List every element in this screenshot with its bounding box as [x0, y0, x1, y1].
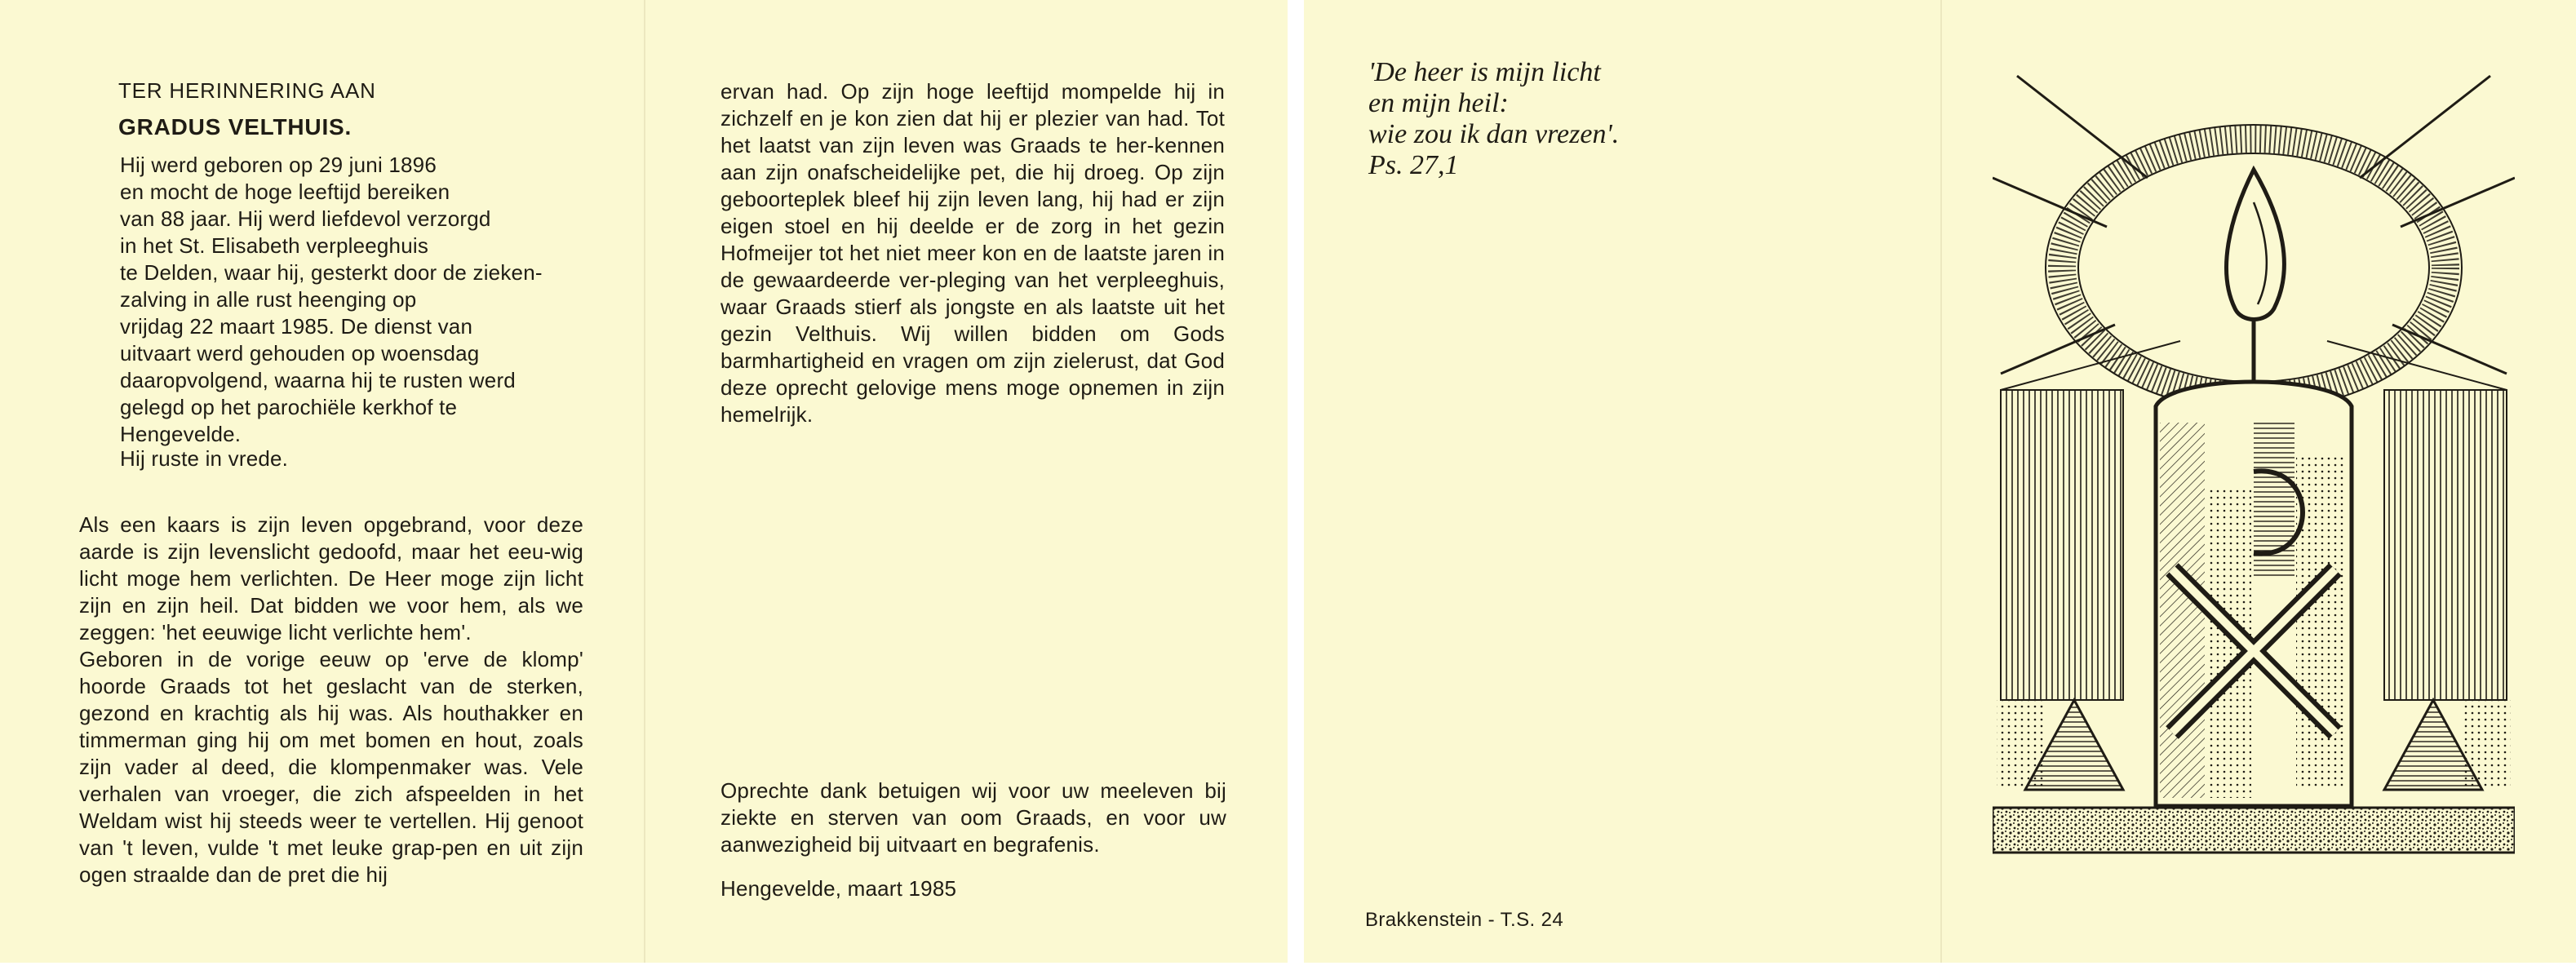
eulogy-column-2: ervan had. Op zijn hoge leeftijd mompelde hij in zichzelf en je kon zien dat hij er plezier van had. Tot het laatst van zijn leven was Graads te her-kennen aan zijn onafscheidelijke pet, die hij droeg. Op zijn geboorteplek bleef hij zijn leven lang, hij had er zijn eigen stoel en hij deelde er de zorg in het gezin Hofmeijer tot het niet meer kon en de laatste jaren in de gewaardeerde ver-pleging van het verpleeghuis, waar Graads stierf als jongste en als laatste uit het gezin Velthuis. Wij willen bidden om Gods barmhartigheid en vragen om zijn zielerust, dat God deze oprecht gelovige mens moge opnemen in zijn hemelrijk. — [720, 79, 1225, 427]
deceased-name: GRADUS VELTHUIS. — [118, 114, 352, 140]
candle-icon — [1993, 64, 2515, 863]
fold-line — [1940, 0, 1942, 963]
eulogy-column-1: Als een kaars is zijn leven opgebrand, voor deze aarde is zijn levenslicht gedoofd, maar het eeu-wig licht moge hem verlichten. De Heer moge zijn licht zijn en zijn heil. Dat bidden we voor hem, als we zeggen: 'het eeuwige licht verlichte hem'. Geboren in de vorige eeuw op 'erve de klomp' hoorde Graads tot het geslacht van de sterken, gezond en krachtig als hij was. Als houthakker en timmerman ging hij om met bomen en hout, zoals zijn vader al deed, die klompenmaker was. Vele verhalen van vroeger, die zich afspeelden in het Weldam wist hij steeds weer te vertellen. Hij genoot van 't leven, vulde 't met leuke grap-pen en uit zijn ogen straalde dan de pret die hij — [79, 512, 583, 887]
intro-paragraph: Hij werd geboren op 29 juni 1896 en mocht de hoge leeftijd bereiken van 88 jaar. Hij werd liefdevol verzorgd in het St. Elisabeth verpleeghuis te Delden, waar hij, gesterkt door de zieken- zalving in alle rust heenging op vrijdag 22 maart 1985. De dienst van uitvaart werd gehouden op woensdag daaropvolgend, waarna hij te rusten werd gelegd op het parochiële kerkhof te Hengevelde. — [120, 153, 543, 446]
fold-line — [644, 0, 645, 963]
rest-in-peace-line: Hij ruste in vrede. — [120, 446, 289, 471]
thanks-paragraph: Oprechte dank betuigen wij voor uw meeleven bij ziekte en sterven van oom Graads, en voor uw aanwezigheid bij uitvaart en begrafenis. — [720, 778, 1226, 857]
publisher-credit: Brakkenstein - T.S. 24 — [1365, 909, 1564, 931]
place-date: Hengevelde, maart 1985 — [720, 876, 957, 901]
memorial-card-inside — [0, 0, 1288, 963]
heading-label: TER HERINNERING AAN — [118, 78, 376, 103]
psalm-quote: 'De heer is mijn licht en mijn heil: wie zou ik dan vrezen'. Ps. 27,1 — [1368, 57, 1620, 180]
